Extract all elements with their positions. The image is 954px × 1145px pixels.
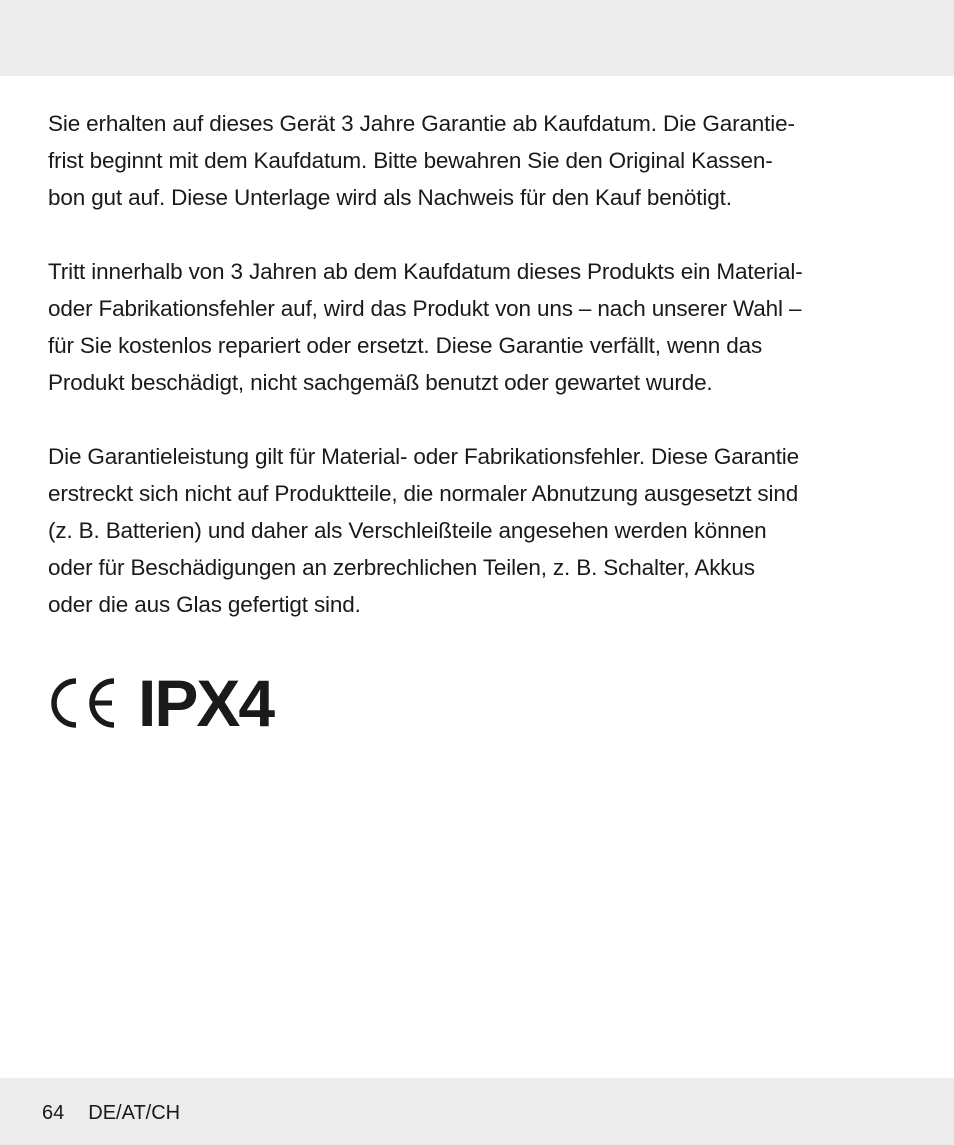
page-number: 64	[42, 1102, 65, 1124]
page-footer	[42, 1100, 180, 1126]
warranty-text	[48, 105, 918, 660]
warranty-paragraph-3: Die Garantieleistung gilt für Material- oder Fabrikationsfehler. Diese Garantie erstreckt sich nicht auf Produktteile, die normaler Abnutzung ausgesetzt sind (z. B. Batterien) und daher als Verschleißteile angesehen werden können oder für Beschädigungen an zerbrechlichen Teilen, z. B. Schalter, Akkus oder die aus Glas gefertigt sind.	[48, 444, 800, 617]
warranty-paragraph-1: Sie erhalten auf dieses Gerät 3 Jahre Garantie ab Kaufdatum. Die Garantie- frist beginnt mit dem Kaufdatum. Bitte bewahren Sie den Original Kassen- bon gut auf. Diese Unterlage wird als Nachweis für den Kauf benötigt.	[48, 111, 795, 210]
certification-marks	[48, 668, 273, 738]
ip-rating-label: IPX4	[138, 666, 274, 740]
page-header-bar	[0, 0, 954, 76]
warranty-paragraph-2: Tritt innerhalb von 3 Jahren ab dem Kaufdatum dieses Produkts ein Material- oder Fabrikationsfehler auf, wird das Produkt von uns – nach unserer Wahl – für Sie kostenlos repariert oder ersetzt. Diese Garantie verfällt, wenn das Produkt beschädigt, nicht sachgemäß benutzt oder gewartet wurde.	[48, 259, 803, 395]
ce-mark-icon	[48, 675, 118, 731]
region-label: DE/AT/CH	[88, 1102, 181, 1124]
